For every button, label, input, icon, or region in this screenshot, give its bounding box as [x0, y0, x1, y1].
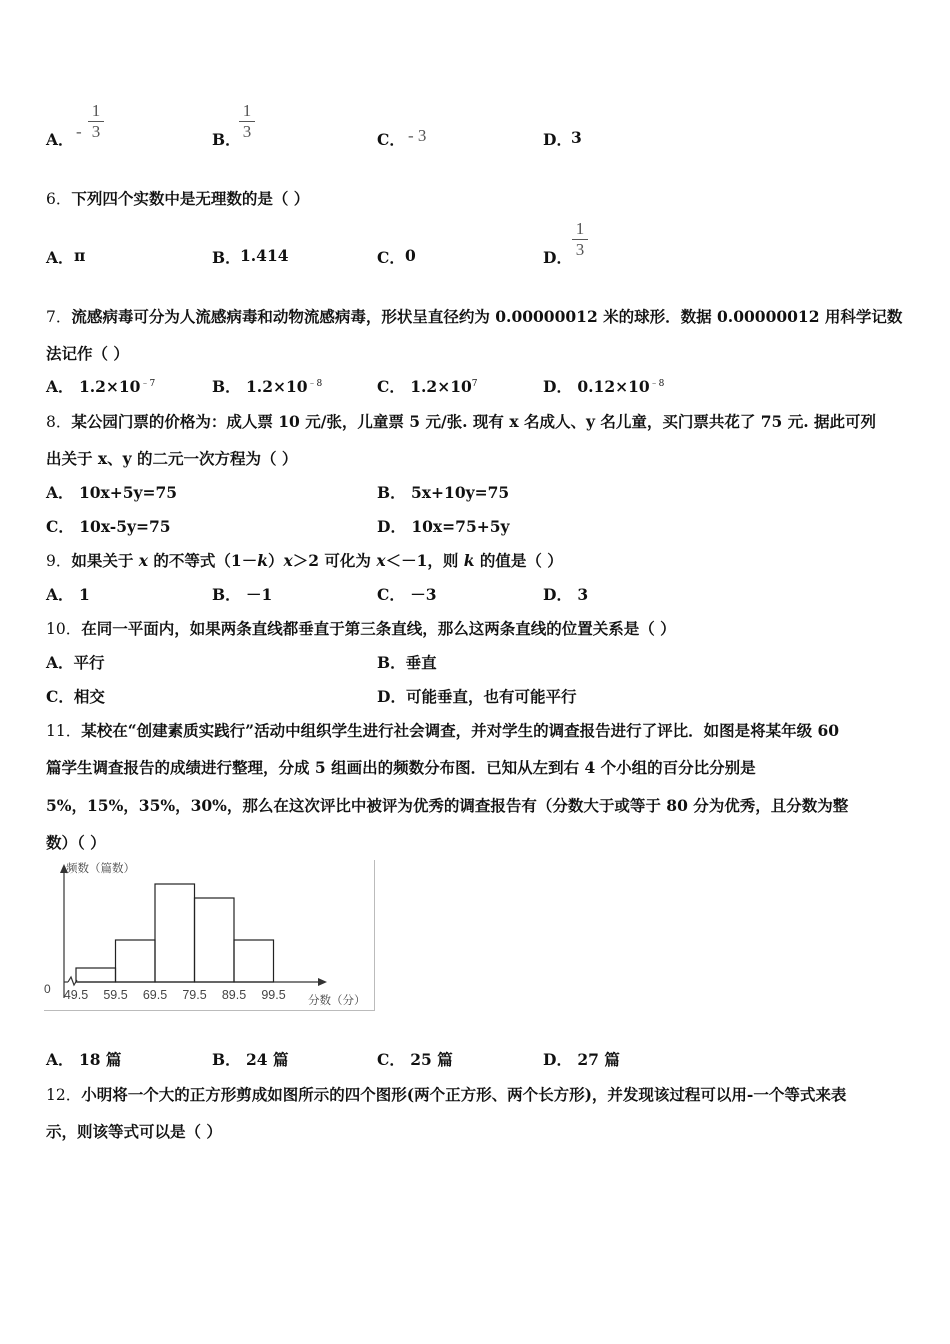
q7-option-b-exp: ﹣8 — [307, 378, 323, 389]
q9-option-a-text: 1 — [78, 585, 90, 604]
histogram-bar-5 — [234, 940, 274, 982]
histogram-chart — [44, 860, 375, 1011]
q5-option-a-label: A． — [46, 130, 74, 149]
q11-option-a-label: A． — [46, 1050, 74, 1069]
q9-var-k: k — [257, 551, 268, 570]
q6-option-d-denominator: 3 — [575, 240, 585, 259]
q5-option-b-numerator: 1 — [242, 101, 252, 120]
q9-var-x: x — [138, 551, 149, 570]
q8-stem-text-1: 某公园门票的价格为：成人票 10 元/张，儿童票 5 元/张. 现有 x 名成人、y 名儿童，买门票共花了 75 元. 据此可列 — [71, 412, 877, 431]
q10-option-a — [46, 651, 105, 673]
q7-option-c-exp: 7 — [471, 378, 478, 389]
q7-option-d-base: 0.12×10 — [577, 377, 650, 396]
q11-option-d-text: 27 篇 — [577, 1050, 620, 1069]
q6-stem — [46, 187, 309, 209]
q7-option-b-base: 1.2×10 — [246, 377, 308, 396]
q10-option-d-label: D． — [377, 687, 406, 706]
q8-option-d-label: D． — [377, 517, 406, 536]
q7-stem-line1 — [46, 305, 902, 327]
q10-stem — [46, 617, 676, 639]
q9-var-x: x — [283, 551, 293, 570]
q9-stem-part-e: ＜－1，则 — [385, 551, 464, 570]
origin-label: 0 — [44, 982, 51, 996]
q11-stem-line2: 篇学生调查报告的成绩进行整理，分成 5 组画出的频数分布图．已知从左到右 4 个小组的百分比分别是 — [46, 758, 756, 777]
q5-option-a-denominator: 3 — [91, 122, 101, 141]
q11-option-a-text: 18 篇 — [78, 1050, 122, 1069]
q9-option-a — [46, 583, 90, 605]
q11-option-b — [212, 1048, 288, 1070]
q5-option-b-fraction — [239, 102, 255, 141]
q10-option-c — [46, 685, 105, 707]
q5-option-d-text: 3 — [571, 128, 582, 147]
q7-option-c — [377, 375, 478, 397]
q12-stem-line1 — [46, 1083, 846, 1105]
q7-option-b-label: B． — [212, 377, 241, 396]
histogram-bar-3 — [155, 884, 195, 982]
q9-number: 9． — [46, 552, 72, 570]
q10-option-c-label: C． — [46, 687, 74, 706]
q9-var-k: k — [463, 551, 475, 570]
q11-stem-line4: 数）（ ） — [46, 833, 106, 852]
q12-stem-text-1: 小明将一个大的正方形剪成如图所示的四个图形(两个正方形、两个长方形)，并发现该过程可以用-一个等式来表 — [81, 1085, 847, 1104]
q11-option-d — [543, 1048, 620, 1070]
q5-option-c-label: C． — [377, 130, 405, 149]
q10-option-a-text: 平行 — [73, 653, 105, 672]
q9-option-c-text: －3 — [410, 585, 437, 604]
q10-option-a-label: A． — [46, 653, 74, 672]
q6-stem-text: 下列四个实数中是无理数的是（ ） — [71, 189, 310, 208]
q7-number: 7． — [46, 308, 72, 326]
q5-option-a-numerator: 1 — [91, 101, 101, 120]
q9-option-d — [543, 583, 588, 605]
x-tick-label-2: 59.5 — [103, 988, 128, 1002]
histogram-svg — [44, 860, 374, 1010]
q10-option-d — [377, 685, 576, 707]
q11-option-b-label: B． — [212, 1050, 241, 1069]
q7-option-d — [543, 375, 664, 397]
q9-stem-part-a: 如果关于 — [71, 551, 139, 570]
q8-option-b-text: 5x+10y=75 — [411, 483, 510, 502]
q6-option-d-label: D． — [543, 248, 572, 267]
q5-option-b-denominator: 3 — [242, 122, 252, 141]
q11-stem-line1 — [46, 719, 839, 741]
q12-number: 12． — [46, 1086, 82, 1104]
histogram-bar-2 — [116, 940, 156, 982]
q7-option-a-exp: ﹣7 — [140, 378, 156, 389]
q9-option-a-label: A． — [46, 585, 74, 604]
q7-option-a-base: 1.2×10 — [78, 377, 141, 396]
q11-stem-line3: 5%，15%，35%，30%，那么在这次评比中被评为优秀的调查报告有（分数大于或等于 80 分为优秀，且分数为整 — [46, 796, 849, 815]
q8-stem-line2: 出关于 x、y 的二元一次方程为（ ） — [46, 449, 298, 468]
histogram-bar-4 — [195, 898, 235, 982]
q9-option-c-label: C． — [377, 585, 405, 604]
q9-option-b-label: B． — [212, 585, 241, 604]
q5-option-a-fraction — [88, 102, 104, 141]
q11-option-c-label: C． — [377, 1050, 405, 1069]
x-tick-label-1: 49.5 — [63, 988, 89, 1002]
q7-option-a-label: A． — [46, 377, 74, 396]
q11-stem-text-1: 某校在“创建素质实践行”活动中组织学生进行社会调查，并对学生的调查报告进行了评比．如图是将某年级 60 — [81, 721, 840, 740]
q10-number: 10． — [46, 620, 82, 638]
q9-option-b-text: －1 — [246, 585, 273, 604]
q9-option-d-label: D． — [543, 585, 572, 604]
q8-option-a-label: A． — [46, 483, 74, 502]
histogram-bar-1 — [76, 968, 116, 982]
q10-option-b-text: 垂直 — [405, 653, 437, 672]
q11-option-c — [377, 1048, 453, 1070]
q11-option-d-label: D． — [543, 1050, 572, 1069]
q9-stem — [46, 549, 563, 571]
q10-option-b-label: B． — [377, 653, 406, 672]
q5-option-c-text: - 3 — [408, 126, 427, 145]
q5-option-d-label: D． — [543, 130, 572, 149]
q8-option-c-text: 10x-5y=75 — [79, 517, 171, 536]
q7-option-d-exp: ﹣8 — [649, 378, 665, 389]
x-tick-label-5: 89.5 — [221, 988, 247, 1002]
q8-option-d — [377, 515, 510, 537]
q7-option-c-label: C． — [377, 377, 405, 396]
q7-stem-line2: 法记作（ ） — [46, 344, 129, 363]
q5-option-b-label: B． — [212, 130, 241, 149]
x-tick-label-4: 79.5 — [182, 988, 207, 1002]
q6-option-a-label: A． — [46, 248, 74, 267]
q11-option-c-text: 25 篇 — [410, 1050, 453, 1069]
q8-number: 8． — [46, 413, 72, 431]
q6-option-b-text: 1.414 — [240, 246, 289, 265]
q10-option-d-text: 可能垂直，也有可能平行 — [405, 687, 577, 706]
histogram-bars — [76, 884, 274, 982]
q7-option-a — [46, 375, 155, 397]
q9-option-d-text: 3 — [577, 585, 589, 604]
q10-stem-text: 在同一平面内，如果两条直线都垂直于第三条直线，那么这两条直线的位置关系是（ ） — [81, 619, 676, 638]
q7-stem-text-1: 流感病毒可分为人流感病毒和动物流感病毒，形状呈直径约为 0.00000012 米的球形．数据 0.00000012 用科学记数 — [71, 307, 903, 326]
x-tick-label-3: 69.5 — [142, 988, 168, 1002]
q9-stem-part-c: ） — [267, 551, 284, 570]
y-axis-label: 频数（篇数） — [66, 863, 135, 875]
q9-stem-part-d: ＞2 可化为 — [292, 551, 377, 570]
x-axis-arrow-icon — [318, 978, 327, 986]
q8-option-b-label: B． — [377, 483, 406, 502]
q8-option-c-label: C． — [46, 517, 74, 536]
q6-number: 6． — [46, 190, 72, 208]
q8-option-c — [46, 515, 171, 537]
q10-option-b — [377, 651, 437, 673]
q6-option-a-text: π — [74, 246, 86, 265]
q11-option-b-text: 24 篇 — [246, 1050, 289, 1069]
x-tick-label-6: 99.5 — [261, 988, 286, 1002]
q9-stem-part-f: 的值是（ ） — [474, 551, 563, 570]
q7-option-b — [212, 375, 322, 397]
q11-option-a — [46, 1048, 121, 1070]
q11-number: 11． — [46, 722, 82, 740]
x-axis-label: 分数（分） — [308, 995, 366, 1007]
q5-option-a-sign: - — [76, 122, 82, 141]
q8-option-b — [377, 481, 509, 503]
q8-stem-line1 — [46, 410, 876, 432]
q9-var-x: x — [376, 551, 386, 570]
q6-option-d-fraction — [572, 220, 588, 259]
q6-option-b-label: B． — [212, 248, 241, 267]
q7-option-d-label: D． — [543, 377, 572, 396]
q9-option-b — [212, 583, 272, 605]
q9-stem-part-b: 的不等式（1－ — [148, 551, 258, 570]
q6-option-c-text: 0 — [405, 246, 416, 265]
q12-stem-line2: 示，则该等式可以是（ ） — [46, 1122, 222, 1141]
q6-option-d-numerator: 1 — [575, 219, 585, 238]
q8-option-a-text: 10x+5y=75 — [78, 483, 178, 502]
histogram-tick-labels — [64, 988, 286, 1002]
q10-option-c-text: 相交 — [73, 687, 105, 706]
q8-option-a — [46, 481, 177, 503]
q6-option-c-label: C． — [377, 248, 405, 267]
q7-option-c-base: 1.2×10 — [410, 377, 472, 396]
q9-option-c — [377, 583, 437, 605]
q8-option-d-text: 10x=75+5y — [411, 517, 510, 536]
